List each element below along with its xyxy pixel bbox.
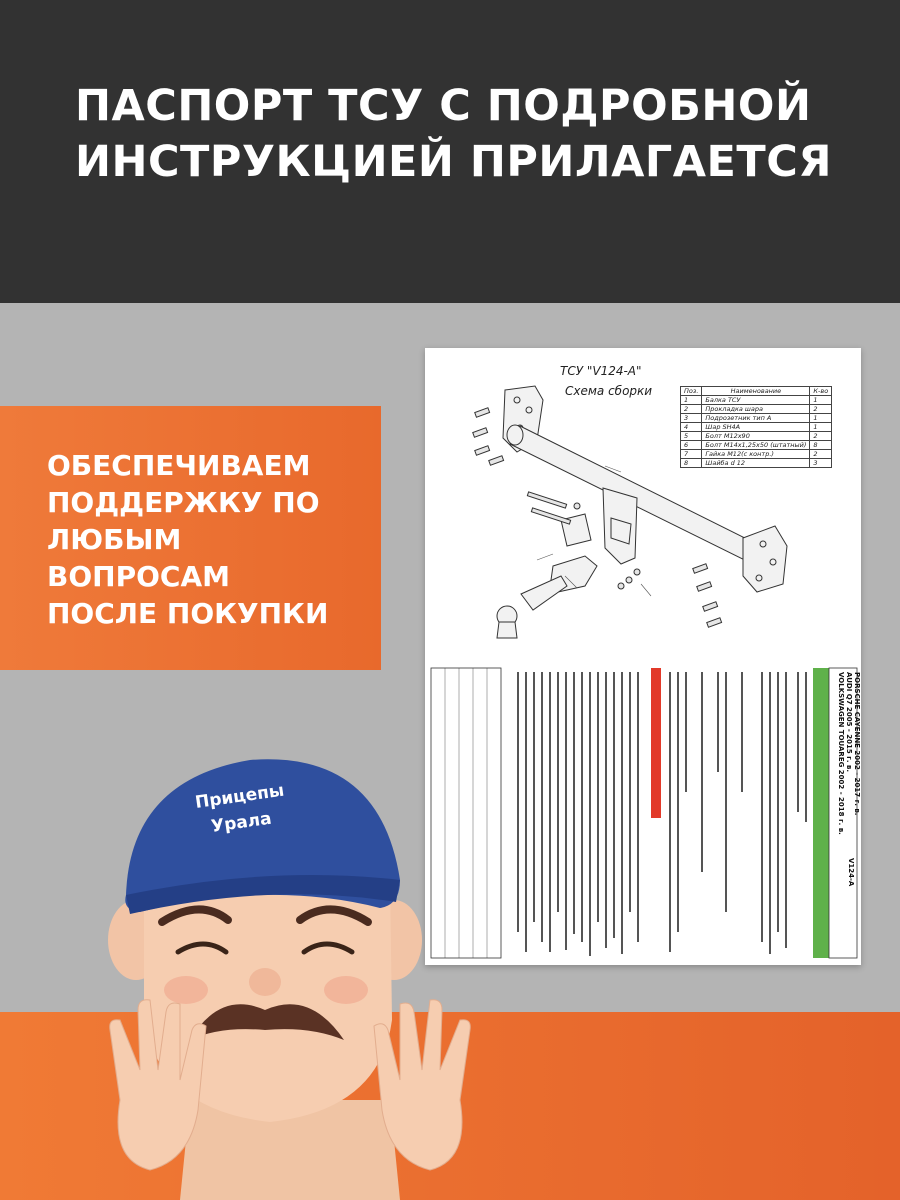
part-name: Шар SH4A [702, 423, 810, 432]
part-qty: 1 [810, 414, 832, 423]
part-pos: 4 [681, 423, 702, 432]
part-name: Балка ТСУ [702, 396, 810, 405]
part-pos: 7 [681, 450, 702, 459]
support-line-2: ПОДДЕРЖКУ ПО [47, 486, 320, 519]
support-line-4: ВОПРОСАМ [47, 560, 230, 593]
parts-header-pos: Поз. [681, 387, 702, 396]
passport-vehicle-audi: AUDI Q7 2005 - 2015 г. в. [845, 672, 853, 773]
mascot-illustration [100, 730, 480, 1200]
part-qty: 1 [810, 396, 832, 405]
part-qty: 1 [810, 423, 832, 432]
headline [75, 78, 875, 190]
parts-header-qty: К-во [810, 387, 832, 396]
cap-logo-line-1: Прицепы [193, 780, 286, 813]
part-name: Шайба d 12 [702, 459, 810, 468]
towbar-assembly-drawing [425, 348, 861, 648]
part-pos: 1 [681, 396, 702, 405]
passport-article: V124-A [847, 858, 855, 887]
part-name: Болт M12x90 [702, 432, 810, 441]
passport-document [425, 348, 861, 965]
part-pos: 2 [681, 405, 702, 414]
support-line-1: ОБЕСПЕЧИВАЕМ [47, 449, 311, 482]
part-qty: 2 [810, 450, 832, 459]
part-name: Болт M14x1,25x50 (штатный) [702, 441, 810, 450]
part-pos: 6 [681, 441, 702, 450]
part-qty: 2 [810, 432, 832, 441]
part-name: Прокладка шара [702, 405, 810, 414]
support-line-3: ЛЮБЫМ [47, 523, 182, 556]
support-line-5: ПОСЛЕ ПОКУПКИ [47, 597, 329, 630]
passport-vehicle-vw: VOLKSWAGEN TOUAREG 2002 - 2018 г. в. [837, 672, 845, 835]
part-pos: 5 [681, 432, 702, 441]
headline-line-1: ПАСПОРТ ТСУ С ПОДРОБНОЙ [75, 81, 812, 131]
cap-logo-line-2: Урала [209, 808, 273, 837]
support-text [47, 447, 377, 632]
passport-vehicle-porsche: PORSCHE CAYENNE 2002 - 2017 г. в. [853, 672, 861, 816]
document-title: ТСУ "V124-A" [560, 364, 642, 378]
part-pos: 3 [681, 414, 702, 423]
part-name: Подрозетник тип А [702, 414, 810, 423]
passport-text-page [425, 658, 861, 965]
part-name: Гайка M12(с контр.) [702, 450, 810, 459]
document-subtitle: Схема сборки [565, 384, 653, 398]
headline-line-2: ИНСТРУКЦИЕЙ ПРИЛАГАЕТСЯ [75, 137, 832, 187]
part-pos: 8 [681, 459, 702, 468]
part-qty: 3 [810, 459, 832, 468]
parts-header-name: Наименование [702, 387, 810, 396]
part-qty: 2 [810, 405, 832, 414]
part-qty: 8 [810, 441, 832, 450]
